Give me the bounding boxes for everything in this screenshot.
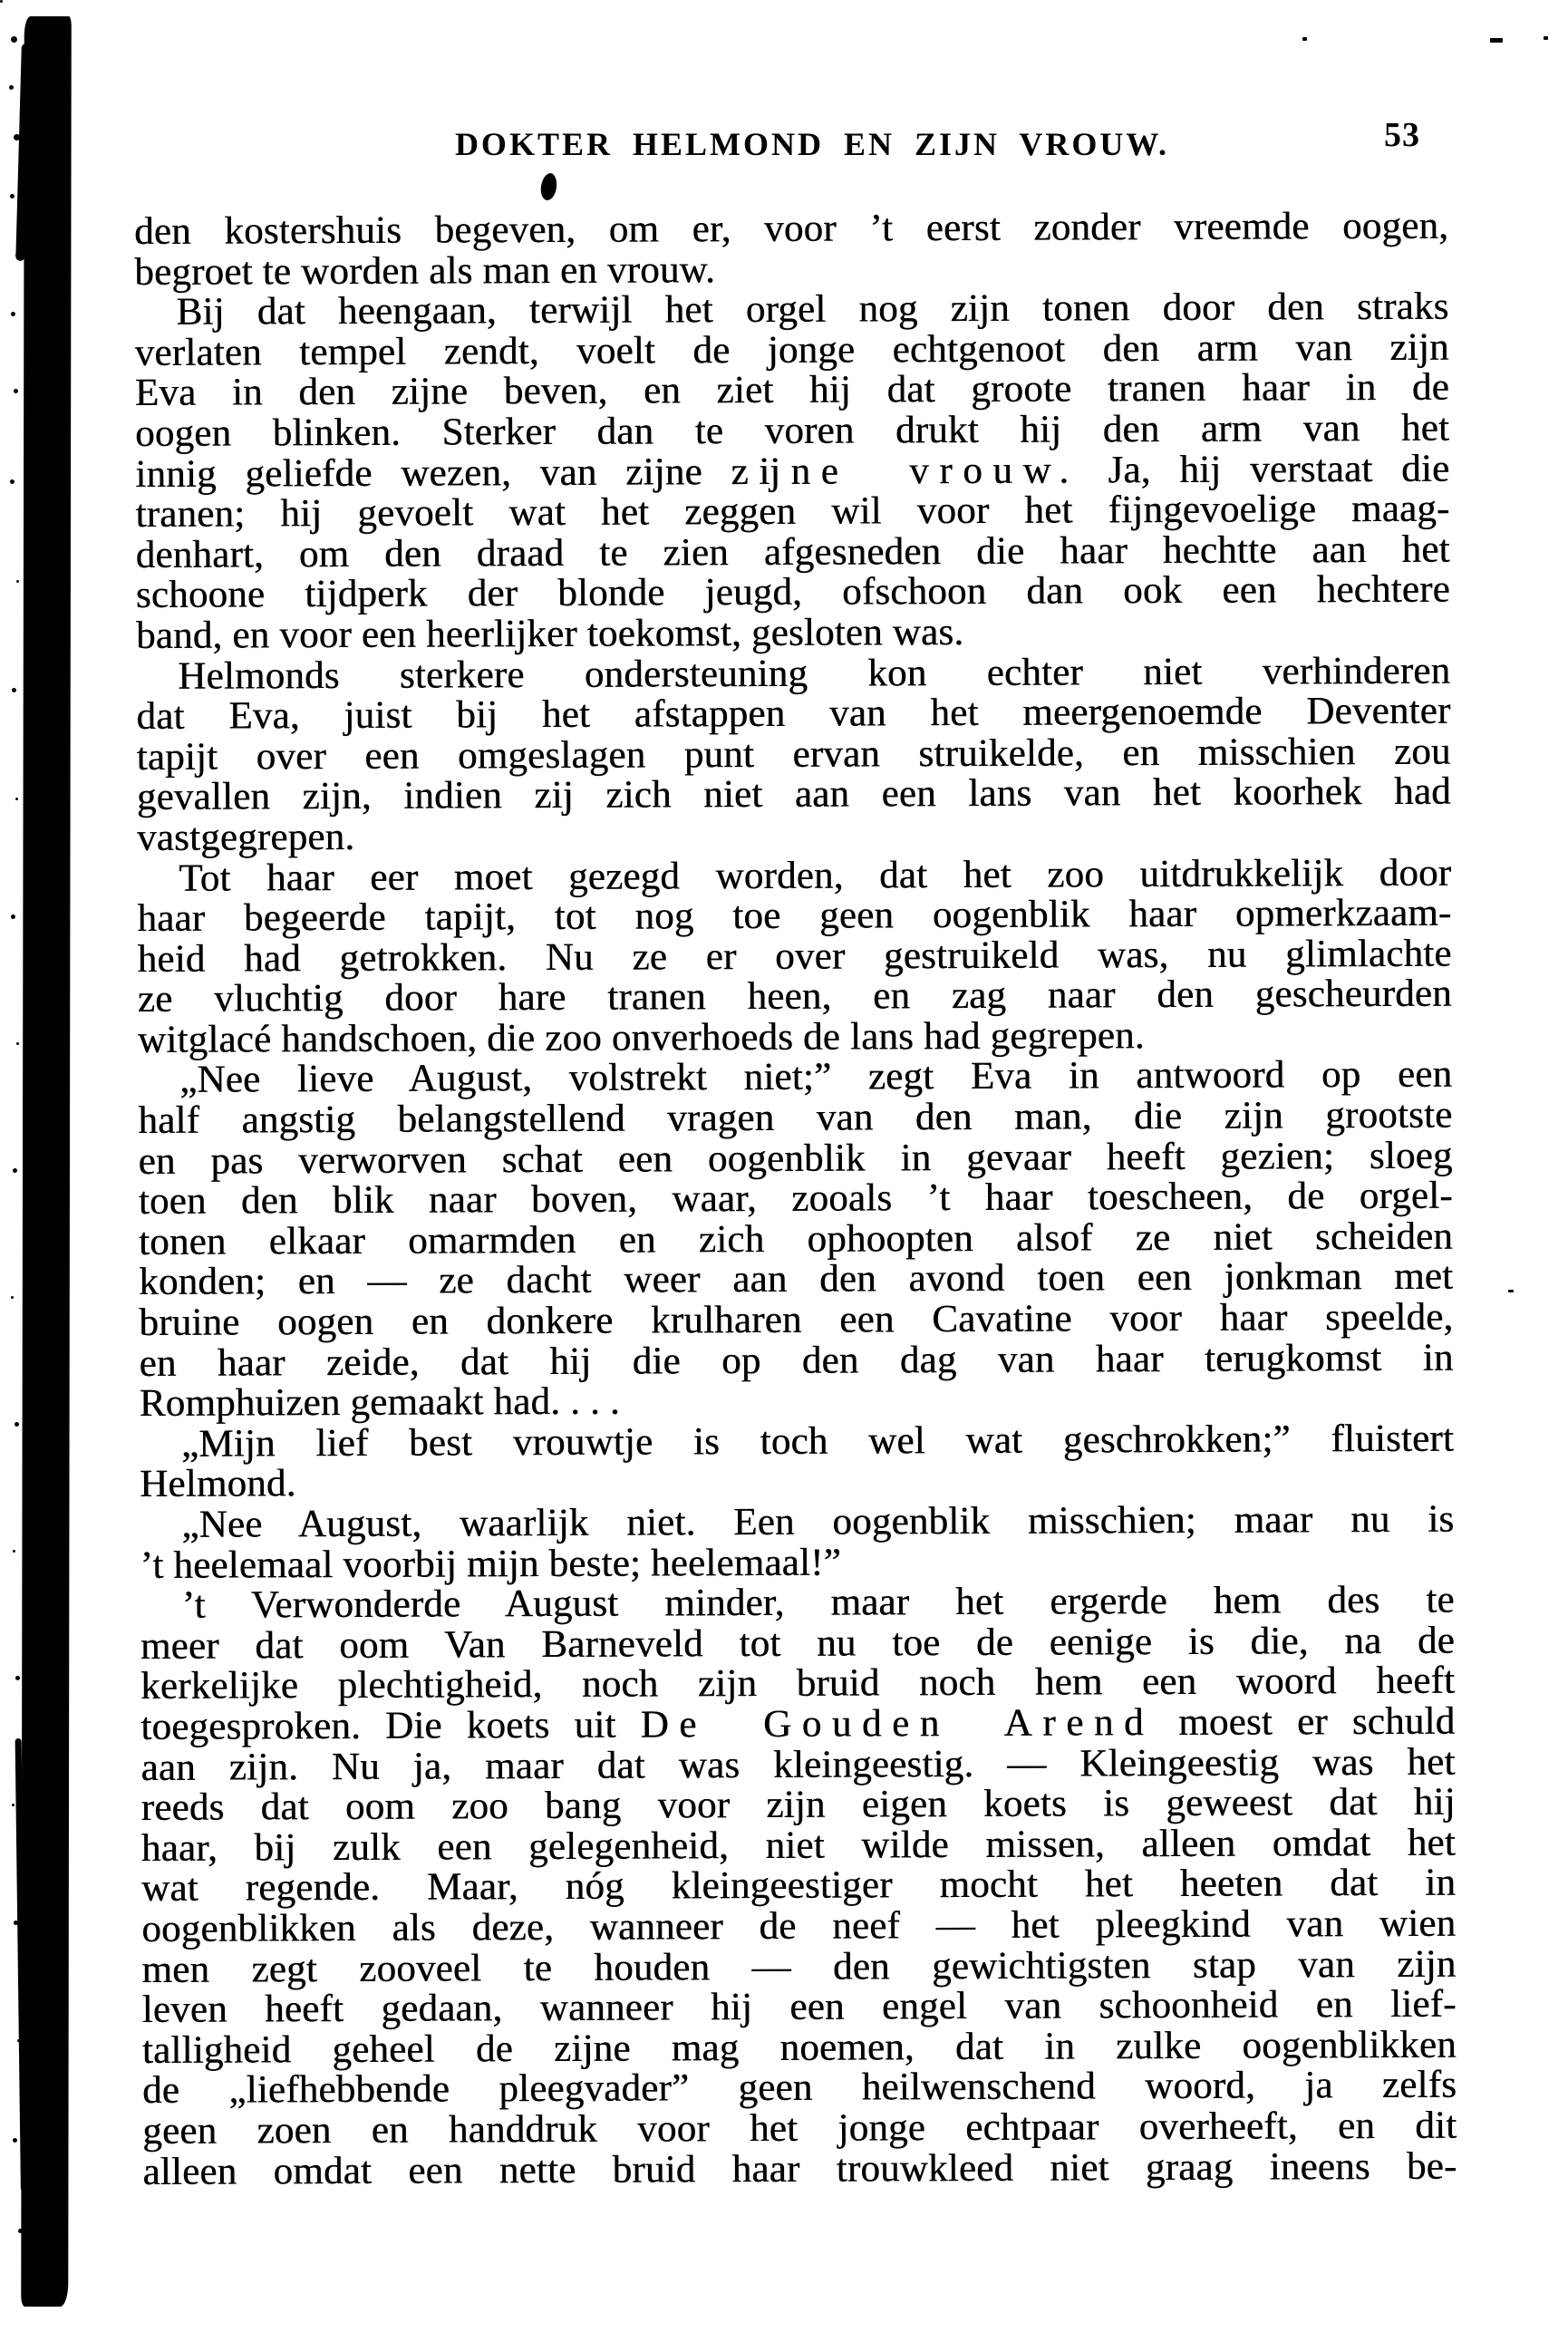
text-segment: Romphuizen gemaakt had. . . .	[139, 1379, 620, 1426]
text-segment: Tot haar eer moet gezegd worden, dat het zoo uitdrukkelijk door	[179, 851, 1452, 900]
text-segment: tranen; hij gevoelt wat het zeggen wil voor het fijngevoelige maag-	[135, 487, 1450, 537]
text-segment: aan zijn. Nu ja, maar dat was kleingeestig. — Kleingeestig was het	[140, 1740, 1456, 1789]
text-segment: tonen elkaar omarmden en zich ophoopten alsof ze niet scheiden	[138, 1214, 1454, 1263]
text-segment: schoone tijdperk der blonde jeugd, ofschoon dan ook een hechtere	[135, 568, 1450, 617]
text-segment: begroet te worden als man en vrouw.	[134, 247, 716, 294]
text-segment: bruine oogen en donkere krulharen een Cavatine voor haar speelde,	[139, 1295, 1454, 1345]
text-line	[139, 1338, 1453, 1384]
page-number: 53	[1384, 116, 1420, 154]
text-segment: de „liefhebbende pleegvader” geen heilwenschend woord, ja zelfs	[141, 2063, 1457, 2113]
bullet-ornament-icon	[539, 172, 558, 201]
emphasized-spaced-text: zĳne vrouw.	[731, 449, 1079, 493]
text-segment: haar begeerde tapijt, tot nog toe geen oogenblik haar opmerkzaam-	[137, 891, 1452, 941]
text-segment: alleen omdat een nette bruid haar trouwkleed niet graag ineens be-	[142, 2144, 1457, 2193]
text-segment: „Nee lieve August, volstrekt niet;” zegt Eva in antwoord op een	[179, 1053, 1453, 1102]
text-segment: meer dat oom Van Barneveld tot nu toe de eenige is die, na de	[140, 1619, 1455, 1668]
text-segment: Helmonds sterkere ondersteuning kon echter niet verhinderen	[178, 649, 1451, 698]
text-segment: tapijt over een omgeslagen punt ervan struikelde, en misschien zou	[136, 730, 1451, 779]
text-segment: den kostershuis begeven, om er, voor ’t eerst zonder vreemde oogen,	[133, 204, 1449, 253]
text-segment: Helmond.	[140, 1462, 296, 1506]
emphasized-spaced-text: De Gouden Arend	[640, 1701, 1155, 1747]
text-line	[138, 974, 1452, 1021]
text-segment: Ja, hij verstaat die	[1079, 447, 1450, 492]
text-segment: toen den blik naar boven, waar, zooals ’t haar toescheen, de orgel-	[138, 1174, 1453, 1224]
scan-speck	[1490, 38, 1503, 43]
text-segment: konden; en — ze dacht weer aan den avond toen een jonkman met	[139, 1255, 1454, 1304]
body-text	[133, 204, 1457, 2193]
text-segment: ze vluchtig door hare tranen heen, en zag naar den gescheurden	[137, 972, 1452, 1021]
text-segment: ’t Verwonderde August minder, maar het ergerde hem des te	[181, 1578, 1455, 1627]
text-segment: toegesproken. Die koets uit	[140, 1703, 641, 1748]
text-segment: reeds dat oom zoo bang voor zijn eigen koets is geweest dat hij	[140, 1780, 1456, 1830]
text-segment: wat regende. Maar, nóg kleingeestiger mocht het heeten dat in	[140, 1861, 1457, 1911]
text-segment: moest er schuld	[1154, 1699, 1456, 1745]
scan-speck	[1302, 37, 1307, 41]
text-line	[142, 2146, 1457, 2192]
text-segment: oogen blinken. Sterker dan te voren drukt hij den arm van het	[134, 406, 1450, 455]
text-line	[140, 1418, 1454, 1465]
text-segment: innig geliefde wezen, van zijne	[135, 450, 731, 496]
text-segment: Bij dat heengaan, terwijl het orgel nog zijn tonen door den straks	[176, 285, 1449, 334]
text-line	[136, 769, 1451, 819]
text-segment: witglacé handschoen, die zoo onverhoeds de lans had gegrepen.	[137, 1014, 1145, 1061]
text-segment: haar, bij zulk een gelegenheid, niet wilde missen, alleen omdat het	[140, 1821, 1456, 1870]
text-segment: vastgegrepen.	[136, 815, 355, 859]
scan-speck	[1508, 1290, 1514, 1292]
text-segment: leven heeft gedaan, wanneer hij een engel van schoonheid en lief-	[141, 1982, 1457, 2032]
text-segment: talligheid geheel de zijne mag noemen, dat in zulke oogenblikken	[141, 2023, 1457, 2072]
text-segment: dat Eva, juist bij het afstappen van het meergenoemde Deventer	[136, 689, 1451, 739]
text-line	[133, 204, 1449, 253]
text-segment: geen zoen en handdruk voor het jonge echtpaar overheeft, en dit	[142, 2104, 1457, 2153]
text-segment: en pas verworven schat een oogenblik in gevaar heeft gezien; sloeg	[138, 1134, 1453, 1183]
text-segment: kerkelijke plechtigheid, noch zijn bruid noch hem een woord heeft	[140, 1659, 1456, 1708]
text-segment: Eva in den zijne beven, en ziet hij dat groote tranen haar in de	[134, 366, 1449, 415]
text-segment: oogenblikken als deze, wanneer de neef — het pleegkind van wien	[141, 1901, 1457, 1950]
text-segment: gevallen zijn, indien zij zich niet aan een lans van het koorhek had	[136, 769, 1451, 819]
text-line	[136, 570, 1450, 616]
text-segment: verlaten tempel zendt, voelt de jonge echtgenoot den arm van zijn	[134, 325, 1449, 374]
running-title: DOKTER HELMOND EN ZIJN VROUW.	[454, 126, 1170, 162]
text-segment: en haar zeide, dat hij die op den dag van haar terugkomst in	[139, 1336, 1454, 1385]
text-segment: denhart, om den draad te zien afgesneden die haar hechtte aan het	[135, 527, 1450, 576]
text-segment: „Mijn lief best vrouwtje is toch wel wat geschrokken;” fluistert	[180, 1417, 1455, 1466]
text-segment: heid had getrokken. Nu ze er over gestruikeld was, nu glimlachte	[137, 932, 1452, 981]
text-segment: „Nee August, waarlijk niet. Een oogenblik misschien; maar nu is	[181, 1497, 1455, 1546]
text-segment: men zegt zooveel te houden — den gewichtigsten stap van zijn	[141, 1942, 1457, 1991]
binding-gutter-band	[21, 16, 72, 2307]
text-segment: ’t heelemaal voorbij mijn beste; heelemaal!”	[140, 1541, 841, 1587]
text-segment: half angstig belangstellend vragen van den man, die zijn grootste	[138, 1093, 1453, 1143]
text-segment: band, en voor een heerlijker toekomst, gesloten was.	[135, 610, 964, 657]
scan-speck	[1544, 36, 1548, 40]
text-line	[140, 1497, 1455, 1546]
scan-speckles	[0, 0, 3, 3]
